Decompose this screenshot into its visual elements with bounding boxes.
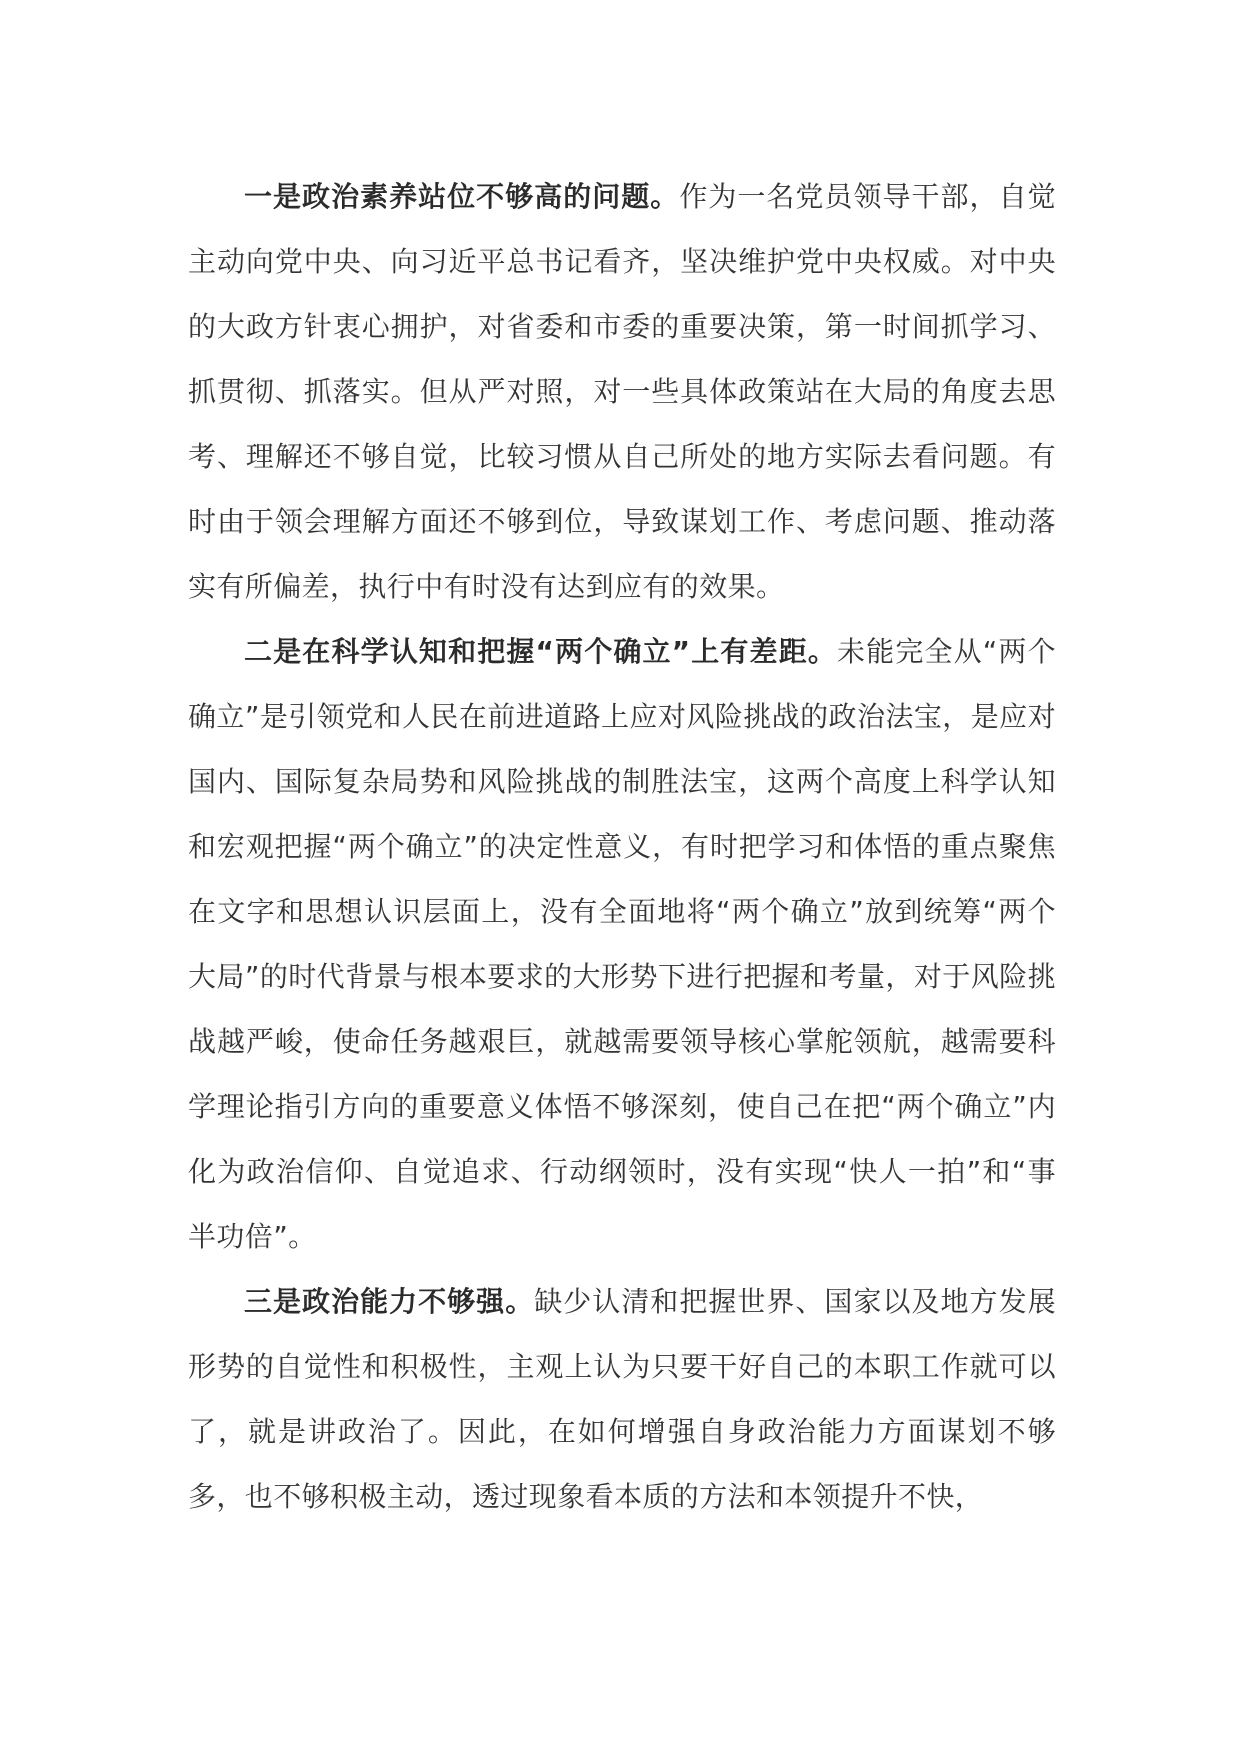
paragraph-text: 作为一名党员领导干部，自觉主动向党中央、向习近平总书记看齐，坚决维护党中央权威。对中央的大政方针衷心拥护，对省委和市委的重要决策，第一时间抓学习、抓贯彻、抓落实。但从严对照，对一些具体政策站在大局的角度去思考、理解还不够自觉，比较习惯从自己所处的地方实际去看问题。有时由于领会理解方面还不够到位，导致谋划工作、考虑问题、推动落实有所偏差，执行中有时没有达到应有的效果。 xyxy=(188,180,1056,603)
document-body xyxy=(188,164,1056,1529)
paragraph-text: 未能完全从“两个确立”是引领党和人民在前进道路上应对风险挑战的政治法宝，是应对国内、国际复杂局势和风险挑战的制胜法宝，这两个高度上科学认知和宏观把握“两个确立”的决定性意义，有时把学习和体悟的重点聚焦在文字和思想认识层面上，没有全面地将“两个确立”放到统筹“两个大局”的时代背景与根本要求的大形势下进行把握和考量，对于风险挑战越严峻，使命任务越艰巨，就越需要领导核心掌舵领航，越需要科学理论指引方向的重要意义体悟不够深刻，使自己在把“两个确立”内化为政治信仰、自觉追求、行动纲领时，没有实现“快人一拍”和“事半功倍”。 xyxy=(188,635,1056,1253)
paragraph-heading: 三是政治能力不够强。 xyxy=(244,1285,535,1318)
paragraph-heading: 一是政治素养站位不够高的问题。 xyxy=(244,180,680,213)
paragraph-text: 缺少认清和把握世界、国家以及地方发展形势的自觉性和积极性，主观上认为只要干好自己的本职工作就可以了，就是讲政治了。因此，在如何增强自身政治能力方面谋划不够多，也不够积极主动，透过现象看本质的方法和本领提升不快， xyxy=(188,1285,1056,1513)
paragraph-two-establishments xyxy=(188,619,1056,1269)
paragraph-political-literacy xyxy=(188,164,1056,619)
paragraph-political-ability xyxy=(188,1269,1056,1529)
paragraph-heading: 二是在科学认知和把握“两个确立”上有差距。 xyxy=(244,635,838,668)
